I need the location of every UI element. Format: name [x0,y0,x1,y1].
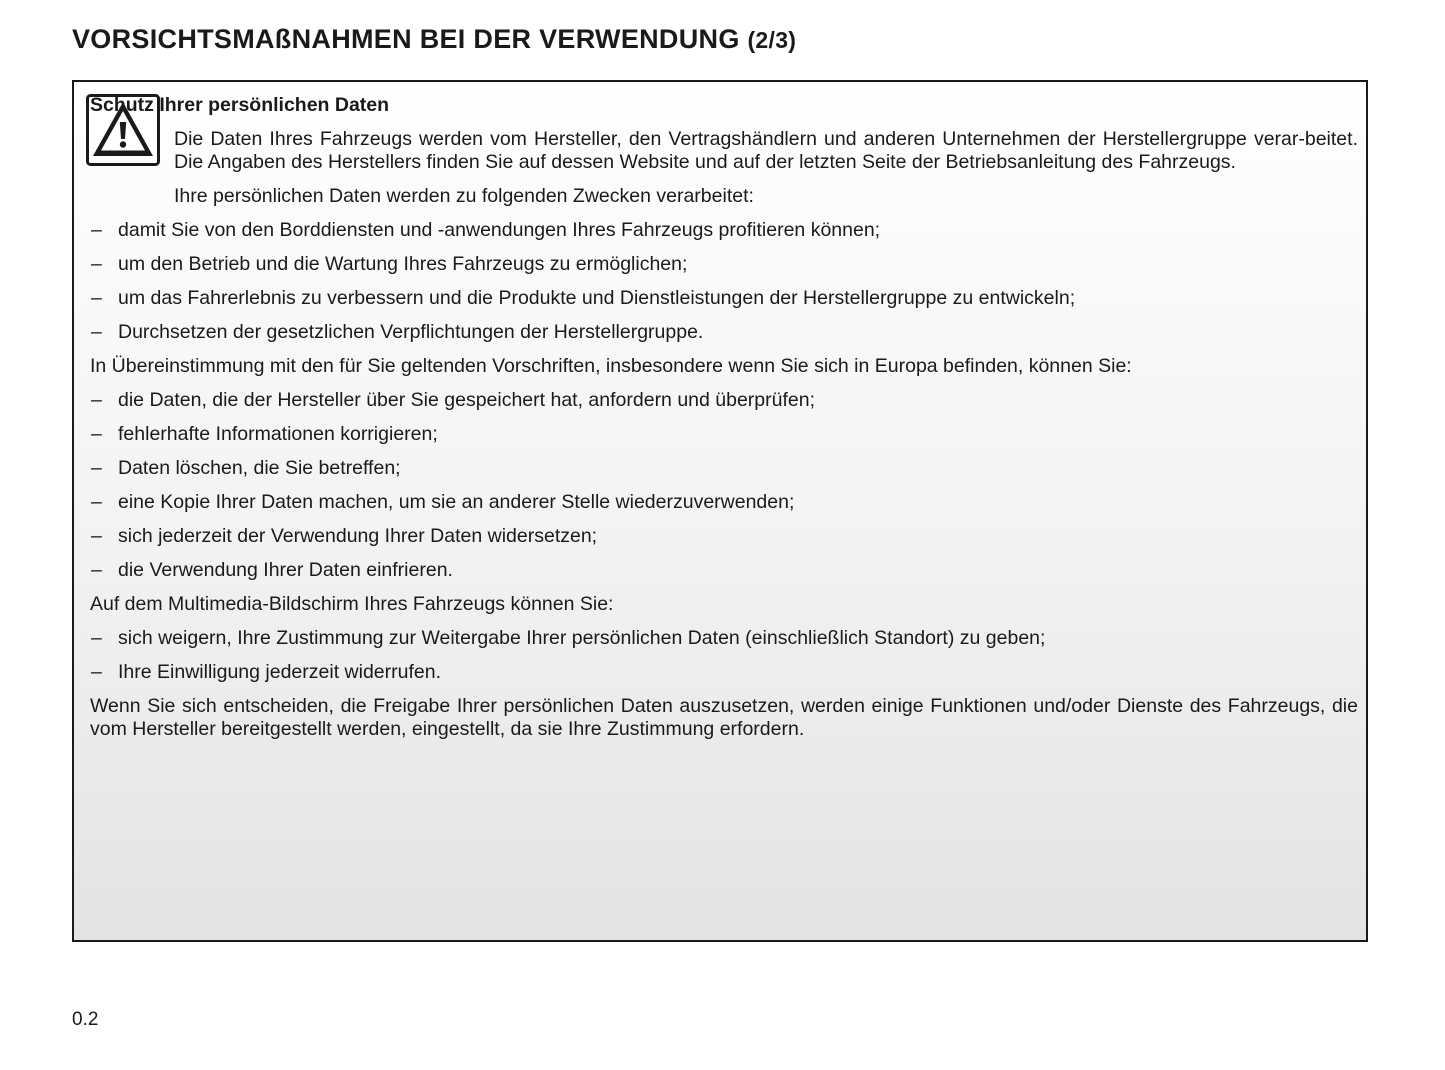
page-title-suffix: (2/3) [747,27,797,53]
warning-box [72,80,1368,942]
warning-content [90,94,1358,752]
list-item: – damit Sie von den Borddiensten und -anwendungen Ihres Fahrzeugs profitieren können; [90,219,1358,242]
page-number: 0.2 [72,1009,99,1030]
list-item: – um das Fahrerlebnis zu verbessern und die Produkte und Dienstleistungen der Herstellergruppe zu entwickeln; [90,287,1358,310]
purposes-intro: Ihre persönlichen Daten werden zu folgenden Zwecken verarbeitet: [174,185,754,207]
rights-intro: In Übereinstimmung mit den für Sie geltenden Vorschriften, insbesondere wenn Sie sich in Europa befinden, können Sie: [90,355,1132,377]
list-item: – Durchsetzen der gesetzlichen Verpflichtungen der Herstellergruppe. [90,321,1358,344]
purposes-list [90,219,1358,344]
list-item: – die Verwendung Ihrer Daten einfrieren. [90,559,1358,582]
rights-list [90,389,1358,582]
intro-paragraph: Die Daten Ihres Fahrzeugs werden vom Hersteller, den Vertragshändlern und anderen Unternehmen der Herstellergruppe verar-beitet. Die Angaben des Herstellers finden Sie auf dessen Website und auf der letzten Seite der Betriebsanleitung des Fahrzeugs. [174,128,1358,173]
list-item: – Ihre Einwilligung jederzeit widerrufen. [90,661,1358,684]
multimedia-intro: Auf dem Multimedia-Bildschirm Ihres Fahrzeugs können Sie: [90,593,614,615]
list-item: – sich weigern, Ihre Zustimmung zur Weitergabe Ihrer persönlichen Daten (einschließlich Standort) zu geben; [90,627,1358,650]
list-item: – sich jederzeit der Verwendung Ihrer Daten widersetzen; [90,525,1358,548]
warning-heading: Schutz Ihrer persönlichen Daten [90,94,390,116]
list-item: – eine Kopie Ihrer Daten machen, um sie an anderer Stelle wiederzuverwenden; [90,491,1358,514]
list-item: – fehlerhafte Informationen korrigieren; [90,423,1358,446]
list-item: – Daten löschen, die Sie betreffen; [90,457,1358,480]
multimedia-list [90,627,1358,684]
page-title-text: VORSICHTSMAßNAHMEN BEI DER VERWENDUNG [72,24,740,54]
list-item: – um den Betrieb und die Wartung Ihres Fahrzeugs zu ermöglichen; [90,253,1358,276]
page-title [72,24,796,55]
closing-paragraph: Wenn Sie sich entscheiden, die Freigabe Ihrer persönlichen Daten auszusetzen, werden einige Funktionen und/oder Dienste des Fahrzeugs, die vom Hersteller bereitgestellt werden, eingestellt, da sie Ihre Zustimmung erfordern. [90,695,1358,740]
list-item: – die Daten, die der Hersteller über Sie gespeichert hat, anfordern und überprüfen; [90,389,1358,412]
